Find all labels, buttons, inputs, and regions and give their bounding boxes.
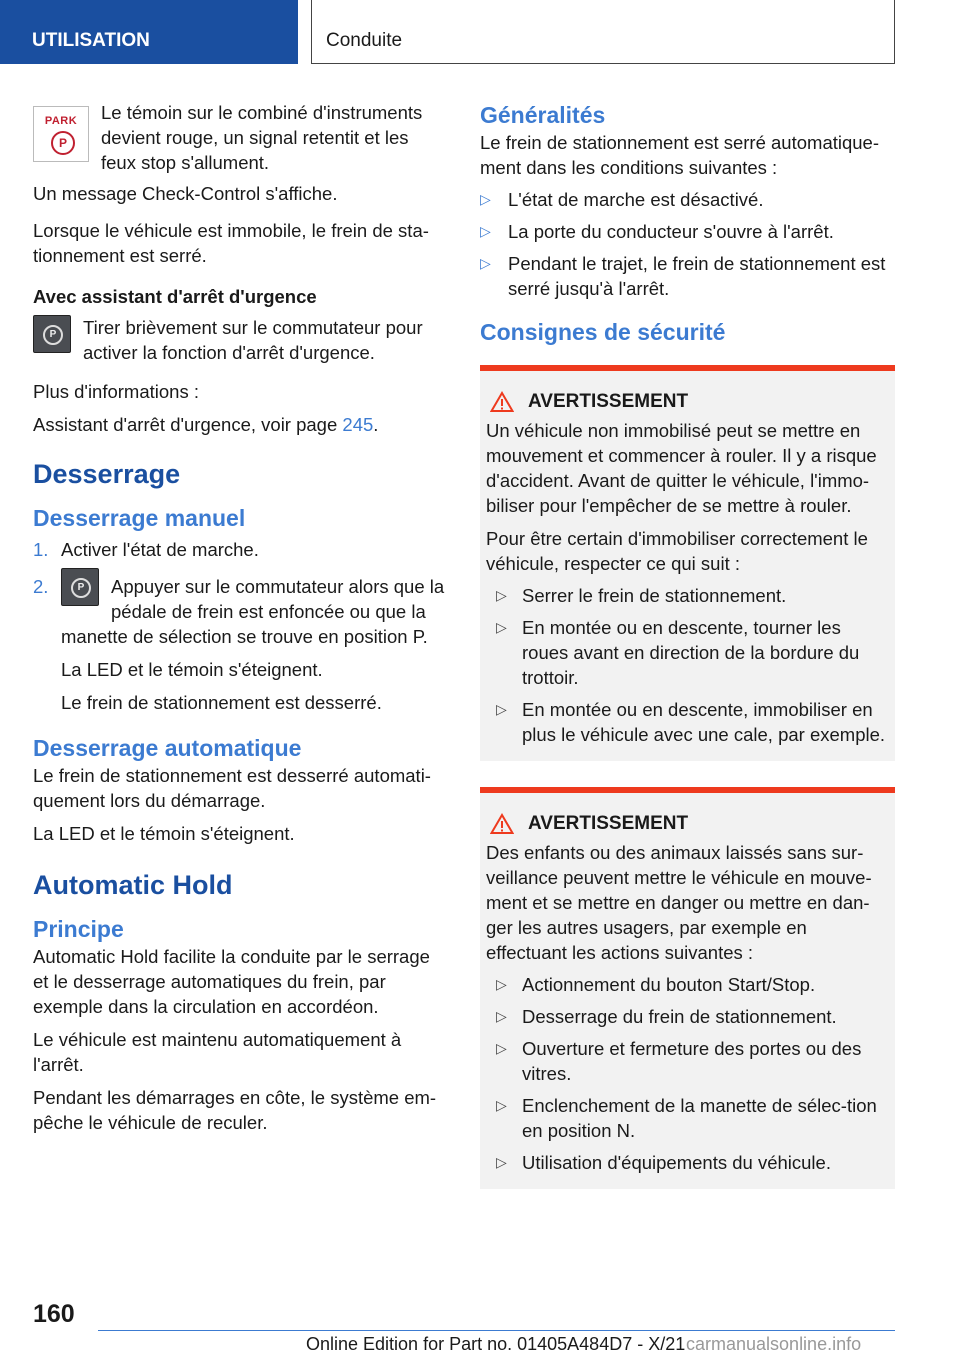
park-brake-icon: PARK P bbox=[33, 106, 89, 162]
paragraph: Un véhicule non immobilisé peut se mettre en mouvement et commencer à rouler. Il y a risque d'accident. Avant de quitter le véhicule, l'immo-biliser pour l'empêcher de se mettre à rouler. bbox=[486, 420, 877, 516]
list-item: ▷ Desserrage du frein de stationnement. bbox=[496, 1006, 837, 1027]
bullet-triangle-icon: ▷ bbox=[496, 1154, 507, 1170]
heading-desserrage-manuel: Desserrage manuel bbox=[33, 505, 246, 531]
paragraph: Lorsque le véhicule est immobile, le frein de sta-tionnement est serré. bbox=[33, 220, 429, 266]
bullet-triangle-icon: ▷ bbox=[480, 255, 491, 271]
paragraph: Le frein de stationnement est desserré automati-quement lors du démarrage. bbox=[33, 765, 431, 811]
right-column bbox=[480, 100, 895, 1189]
paragraph: Des enfants ou des animaux laissés sans sur-veillance peuvent mettre le véhicule en mouve-ment et se mettre en danger ou mettre en dan-ger les autres usagers, par exemple en effectuant les actions suivantes : bbox=[486, 842, 872, 963]
emergency-row bbox=[33, 315, 448, 365]
page-number: 160 bbox=[33, 1300, 75, 1328]
park-warning-row bbox=[33, 100, 448, 175]
heading-principe: Principe bbox=[33, 916, 124, 942]
list-item: ▷ La porte du conducteur s'ouvre à l'arrêt. bbox=[480, 221, 834, 242]
section-tab bbox=[0, 0, 298, 64]
paragraph: Pour être certain d'immobiliser correctement le véhicule, respecter ce qui suit : bbox=[486, 528, 868, 574]
paragraph: Assistant d'arrêt d'urgence, voir page 245. bbox=[33, 414, 379, 435]
subheading-emergency: Avec assistant d'arrêt d'urgence bbox=[33, 286, 317, 307]
bullet-triangle-icon: ▷ bbox=[496, 701, 507, 717]
warning-title: AVERTISSEMENT bbox=[486, 811, 889, 836]
paragraph: La LED et le témoin s'éteignent. bbox=[61, 659, 323, 680]
warning-title: AVERTISSEMENT bbox=[486, 389, 889, 414]
list-item: ▷ Utilisation d'équipements du véhicule. bbox=[496, 1152, 831, 1173]
heading-generalites: Généralités bbox=[480, 102, 606, 128]
page-link[interactable]: 245 bbox=[342, 414, 374, 435]
heading-desserrage-automatique: Desserrage automatique bbox=[33, 735, 302, 761]
bullet-list bbox=[486, 972, 889, 1175]
list-item: ▷ Actionnement du bouton Start/Stop. bbox=[496, 974, 816, 995]
list-item: ▷ L'état de marche est désactivé. bbox=[480, 189, 764, 210]
list-item: ▷ Enclenchement de la manette de sélec-tion en position N. bbox=[496, 1095, 877, 1141]
warning-triangle-icon bbox=[490, 813, 514, 835]
paragraph: Un message Check-Control s'affiche. bbox=[33, 183, 338, 204]
parking-brake-switch-icon: P bbox=[61, 568, 99, 606]
warning-box bbox=[480, 365, 895, 761]
bullet-list bbox=[480, 187, 895, 301]
list-item: ▷ En montée ou en descente, tourner les roues avant en direction de la bordure du trottoir. bbox=[496, 617, 860, 688]
bullet-triangle-icon: ▷ bbox=[496, 587, 507, 603]
chapter-tab bbox=[311, 0, 895, 64]
list-item: 1. Activer l'état de marche. bbox=[33, 539, 259, 560]
bullet-triangle-icon: ▷ bbox=[496, 619, 507, 635]
paragraph: La LED et le témoin s'éteignent. bbox=[33, 823, 295, 844]
footer-watermark: carmanualsonline.info bbox=[686, 1334, 862, 1354]
paragraph: Le frein de stationnement est desserré. bbox=[61, 692, 382, 713]
warning-box bbox=[480, 787, 895, 1189]
chapter-title: Conduite bbox=[326, 30, 403, 51]
paragraph: Le témoin sur le combiné d'instruments devient rouge, un signal retentit et les feux stop s'allument. bbox=[101, 102, 423, 173]
list-item: ▷ Pendant le trajet, le frein de stationnement est serré jusqu'à l'arrêt. bbox=[480, 253, 886, 299]
paragraph: Le véhicule est maintenu automatiquement à l'arrêt. bbox=[33, 1029, 402, 1075]
list-item: ▷ Serrer le frein de stationnement. bbox=[496, 585, 787, 606]
bullet-list bbox=[486, 583, 889, 747]
paragraph: Tirer brièvement sur le commutateur pour activer la fonction d'arrêt d'urgence. bbox=[83, 317, 423, 363]
heading-automatic-hold: Automatic Hold bbox=[33, 870, 233, 900]
bullet-triangle-icon: ▷ bbox=[480, 223, 491, 239]
heading-consignes: Consignes de sécurité bbox=[480, 319, 726, 345]
bullet-triangle-icon: ▷ bbox=[496, 1008, 507, 1024]
paragraph: Le frein de stationnement est serré automatique-ment dans les conditions suivantes : bbox=[480, 132, 880, 178]
footer-edition: Online Edition for Part no. 01405A484D7 - X/21 bbox=[306, 1334, 686, 1354]
footer-divider bbox=[98, 1330, 895, 1331]
list-item: 2. P Appuyer sur le commutateur alors que la pédale de frein est enfoncée ou que la manette de sélection se trouve en position P. bbox=[33, 574, 448, 649]
left-column bbox=[33, 100, 448, 1135]
bullet-triangle-icon: ▷ bbox=[496, 1040, 507, 1056]
bullet-triangle-icon: ▷ bbox=[480, 191, 491, 207]
list-item: ▷ Ouverture et fermeture des portes ou des vitres. bbox=[496, 1038, 862, 1084]
bullet-triangle-icon: ▷ bbox=[496, 1097, 507, 1113]
parking-brake-switch-icon: P bbox=[33, 315, 71, 353]
section-title: UTILISATION bbox=[32, 30, 150, 51]
warning-triangle-icon bbox=[490, 391, 514, 413]
paragraph: Plus d'informations : bbox=[33, 381, 199, 402]
heading-desserrage: Desserrage bbox=[33, 459, 181, 489]
bullet-triangle-icon: ▷ bbox=[496, 976, 507, 992]
paragraph: Pendant les démarrages en côte, le système em-pêche le véhicule de reculer. bbox=[33, 1087, 437, 1133]
list-item: ▷ En montée ou en descente, immobiliser en plus le véhicule avec une cale, par exemple. bbox=[496, 699, 886, 745]
paragraph: Automatic Hold facilite la conduite par le serrage et le desserrage automatiques du frein, par exemple dans la circulation en accordéon. bbox=[33, 946, 430, 1017]
